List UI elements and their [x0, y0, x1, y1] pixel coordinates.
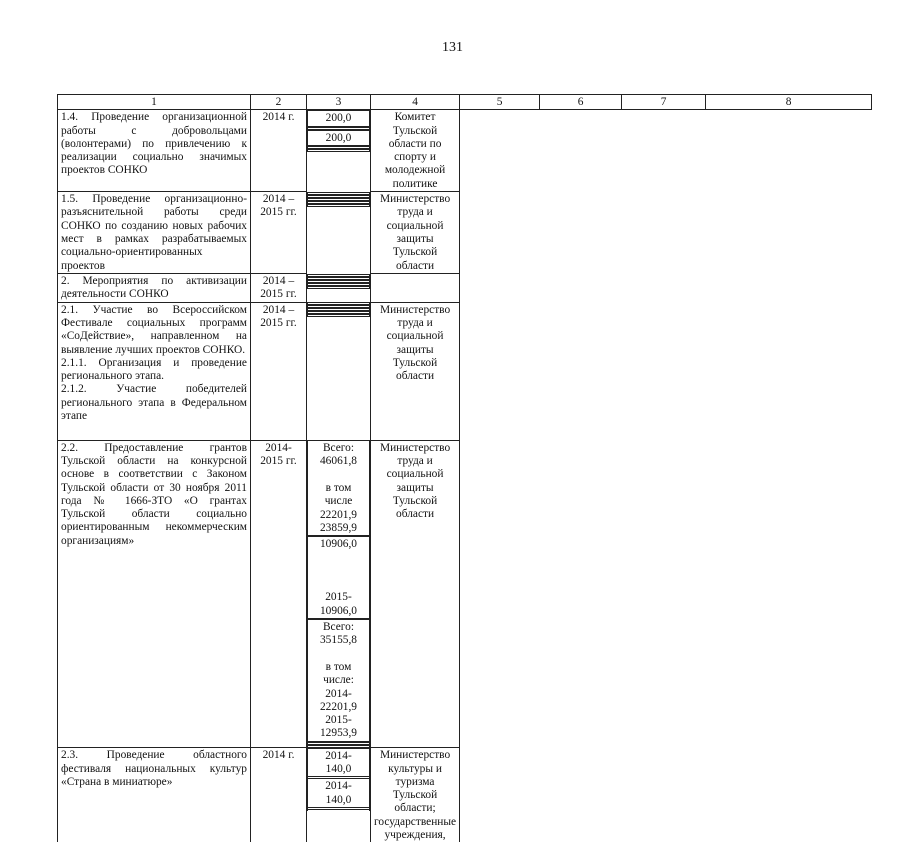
col7-cell: [307, 204, 370, 207]
task-text: 1.4. Проведение организационной работы с добровольцами (волонтерами) по привлечению к реализации социально значимых проектов СОНКО: [61, 111, 250, 177]
col7-cell: [307, 809, 370, 811]
table-row: [58, 192, 872, 274]
period-cell: 2014- 2015 гг.: [251, 440, 307, 748]
table-row: [58, 110, 872, 192]
table-row: [58, 274, 872, 303]
task-cell: [58, 274, 251, 303]
table-header-row: [58, 95, 872, 110]
period-cell: 2014 г.: [251, 748, 307, 842]
header-col-7: 7: [622, 95, 706, 110]
page-number: 131: [442, 40, 463, 55]
task-text: 2. Мероприятия по активизации деятельности СОНКО: [61, 275, 250, 301]
col7-cell: [307, 149, 370, 152]
col5-cell: Всего: 35155,8 в том числе: 2014- 22201,9 2015- 12953,9: [307, 619, 370, 742]
program-table: [57, 94, 872, 842]
col3-cell: Всего: 46061,8 в том числе 22201,9 23859,9: [307, 440, 370, 536]
period-cell: 2014 – 2015 гг.: [251, 274, 307, 303]
task-text: 1.5. Проведение организационно-разъяснительной работы среди СОНКО по созданию новых рабочих мест в рамках разрабатываемых социально-ориентированных проектов: [61, 193, 250, 272]
task-cell: [58, 302, 251, 440]
executor-cell: Комитет Тульской области по спорту и молодежной политике: [371, 110, 460, 192]
table-row: [58, 440, 872, 748]
task-text: 2.3. Проведение областного фестиваля национальных культур «Страна в миниатюре»: [61, 749, 250, 788]
col5-cell: 200,0: [307, 130, 370, 146]
task-cell: [58, 192, 251, 274]
executor-cell: Министерство труда и социальной защиты Тульской области: [371, 192, 460, 274]
task-cell: [58, 748, 251, 842]
table-row: [58, 748, 872, 842]
task-cell: [58, 110, 251, 192]
col5-cell: 2014- 140,0: [307, 778, 370, 807]
task-subitem-text: 2.1.2. Участие победителей регионального этапа в Федеральном этапе: [61, 383, 250, 423]
executor-cell: Министерство культуры и туризма Тульской области; государственные учреждения,: [371, 748, 460, 842]
header-col-5: 5: [460, 95, 540, 110]
header-col-4: 4: [371, 95, 460, 110]
task-subitem-text: 2.1.1. Организация и проведение регионального этапа.: [61, 356, 250, 383]
col3-cell: 2014- 140,0: [307, 748, 370, 777]
period-cell: 2014 – 2015 гг.: [251, 302, 307, 440]
executor-cell: Министерство труда и социальной защиты Тульской области: [371, 302, 460, 440]
header-col-3: 3: [307, 95, 371, 110]
task-text: 2.1. Участие во Всероссийском Фестивале социальных программ «СоДействие», направленном на выявление лучших проектов СОНКО.: [61, 303, 250, 356]
col7-cell: [307, 286, 370, 289]
header-col-2: 2: [251, 95, 307, 110]
col4-cell: 10906,0 2015- 10906,0: [307, 536, 370, 619]
executor-cell: Министерство труда и социальной защиты Тульской области: [371, 440, 460, 748]
table-row: [58, 302, 872, 440]
col7-cell: [307, 314, 370, 317]
header-col-1: 1: [58, 95, 251, 110]
task-text: 2.2. Предоставление грантов Тульской области на конкурсной основе в соответствии с Законом Тульской области от 30 ноября 2011 года № 1666-ЗТО «О грантах Тульской области социально ориентированным некоммерческим организациям»: [61, 441, 250, 547]
header-col-6: 6: [540, 95, 622, 110]
col3-cell: 200,0: [307, 110, 370, 126]
executor-cell: [371, 274, 460, 303]
task-cell: [58, 440, 251, 748]
period-cell: 2014 – 2015 гг.: [251, 192, 307, 274]
header-col-8: 8: [706, 95, 872, 110]
period-cell: 2014 г.: [251, 110, 307, 192]
